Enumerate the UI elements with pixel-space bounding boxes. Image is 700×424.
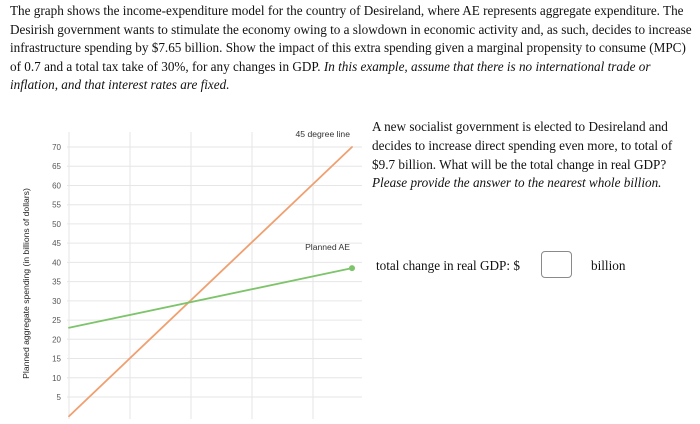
y-tick-label: 40 bbox=[52, 258, 61, 268]
answer-unit: billion bbox=[591, 258, 626, 273]
y-tick-label: 5 bbox=[56, 393, 61, 402]
chart-svg bbox=[0, 108, 370, 419]
y-tick-label: 10 bbox=[52, 373, 61, 383]
planned-ae-line bbox=[69, 268, 352, 328]
y-tick-label: 65 bbox=[52, 162, 61, 172]
question-instruction: Please provide the answer to the nearest whole billion. bbox=[372, 175, 662, 191]
problem-intro bbox=[10, 2, 694, 95]
y-tick-label: 45 bbox=[52, 239, 61, 249]
question-block bbox=[372, 118, 694, 193]
y-tick-label: 25 bbox=[52, 316, 61, 326]
y-axis-label: Planned aggregate spending (in billions of dollars) bbox=[21, 188, 31, 379]
y-tick-label: 70 bbox=[52, 143, 61, 152]
planned-ae-endpoint bbox=[349, 265, 355, 271]
gdp-answer-input[interactable] bbox=[541, 251, 572, 278]
degree45-label: 45 degree line bbox=[295, 129, 350, 139]
y-tick-label: 60 bbox=[52, 181, 61, 191]
planned-ae-label: Planned AE bbox=[305, 242, 350, 253]
y-tick-label: 50 bbox=[52, 219, 61, 229]
y-tick-label: 55 bbox=[52, 200, 61, 210]
y-tick-label: 20 bbox=[52, 335, 61, 345]
y-tick-label: 30 bbox=[52, 296, 61, 306]
y-tick-label: 35 bbox=[52, 277, 61, 287]
income-expenditure-chart bbox=[0, 108, 370, 419]
intro-text: The graph shows the income-expenditure model for the country of Desireland, where AE represents aggregate expenditure. The Desirish government wants to stimulate the economy owing to a slowdown in economic activity and, as such, decides to increase infrastructure spending by $7.65 billion. Show the impact of this extra spending given a marginal propensity to consume (MPC) of 0.7 and a total tax take of 30%, for any changes in GDP. bbox=[10, 3, 692, 74]
answer-row bbox=[376, 251, 694, 281]
question-text: A new socialist government is elected to Desireland and decides to increase direct spending even more, to total of $9.7 billion. What will be the total change in real GDP? bbox=[372, 119, 673, 172]
answer-label: total change in real GDP: $ bbox=[376, 258, 520, 273]
y-tick-label: 15 bbox=[52, 354, 61, 364]
intro-assumption: In this example, assume that there is no international trade or inflation, and that interest rates are fixed. bbox=[10, 58, 651, 93]
